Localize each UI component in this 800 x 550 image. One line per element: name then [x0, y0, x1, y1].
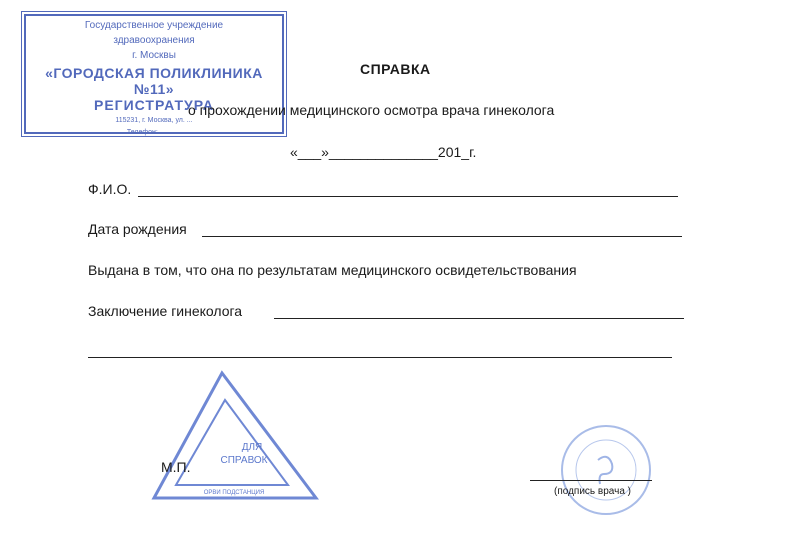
birth-date-label: Дата рождения — [88, 221, 187, 237]
stamp-line-3: г. Москвы — [132, 50, 176, 61]
date-field: «___»______________201_г. — [290, 144, 477, 160]
conclusion-line — [274, 318, 684, 319]
issued-statement: Выдана в том, что она по результатам медицинского освидетельствования — [88, 262, 577, 278]
signature-line — [530, 480, 652, 481]
birth-date-line — [202, 236, 682, 237]
stamp-line-1: Государственное учреждение — [84, 20, 224, 31]
round-doctor-stamp — [558, 422, 654, 518]
document-title: СПРАВКА — [360, 61, 431, 77]
stamp-clinic-name: «ГОРОДСКАЯ ПОЛИКЛИНИКА №11» — [45, 65, 263, 97]
mp-label: М.П. — [161, 459, 191, 475]
document-subtitle: о прохождении медицинского осмотра врача гинеколога — [188, 102, 555, 118]
conclusion-label: Заключение гинеколога — [88, 303, 243, 319]
stamp-address: 115231, г. Москва, ул. ... — [115, 117, 193, 124]
stamp-center-text-2: СПРАВОК — [220, 455, 268, 466]
signature-label: (подпись врача ) — [554, 486, 632, 497]
stamp-bottom-text: ОРВИ ПОДСТАНЦИЯ — [203, 490, 265, 496]
stamp-line-2: здравоохранения — [113, 35, 195, 46]
conclusion-line-2 — [88, 357, 672, 358]
fio-line — [138, 196, 678, 197]
stamp-department: РЕГИСТРАТУРА — [94, 97, 214, 113]
triangle-stamp-inner — [176, 400, 288, 485]
triangle-stamp — [150, 370, 320, 506]
fio-label: Ф.И.О. — [88, 181, 132, 197]
stamp-phone: Телефон: ... ... ... — [126, 129, 182, 136]
stamp-center-text-1: ДЛЯ — [241, 442, 263, 453]
